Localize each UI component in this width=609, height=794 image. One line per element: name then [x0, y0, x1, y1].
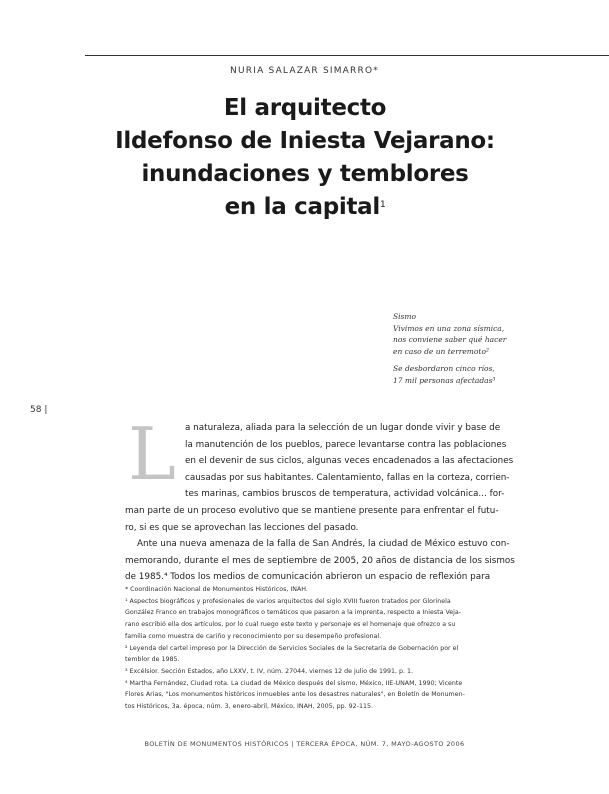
epigraph-line: 17 mil personas afectadas³ — [393, 375, 496, 385]
epigraph-line: Se desbordaron cinco ríos, — [393, 364, 495, 373]
epigraph-line: Vivimos en una zona sísmica, — [393, 323, 505, 333]
body-line: en el devenir de sus ciclos, algunas veces encadenados a las afectaciones — [185, 456, 514, 467]
title-line: El arquitecto — [223, 95, 387, 121]
body-line: memorando, durante el mes de septiembre de 2005, 20 años de distancia de los sismos — [125, 555, 515, 566]
body-line: la manutención de los pueblos, parece levantarse contra las poblaciones — [185, 439, 507, 450]
footnote-line: familia como muestra de cariño y reconocimiento por su desempeño profesional. — [125, 632, 382, 640]
page-number: 58 | — [30, 405, 48, 415]
author-name: NURIA SALAZAR SIMARRO* — [230, 66, 379, 76]
footnote-line: temblor de 1985. — [125, 656, 180, 664]
title-line — [95, 191, 515, 224]
title-line: inundaciones y temblores — [141, 161, 469, 187]
body-line: man parte de un proceso evolutivo que se mantiene presente para enfrentar el futu- — [125, 505, 499, 516]
footnote-line: Flores Arias, "Los monumentos históricos inmuebles ante los desastres naturales", en Boletín de Monumen- — [125, 691, 465, 699]
footnote-line: ³ Excélsior. Sección Estados, año LXXV, t. IV, núm. 27044, viernes 12 de julio de 1991, p. 1. — [125, 667, 414, 675]
epigraph-line: en caso de un terremoto² — [393, 346, 489, 356]
footnote-line: ² Leyenda del cartel impreso por la Dirección de Servicios Sociales de la Secretaría de Gobernación por el — [125, 644, 459, 652]
footnotes — [125, 584, 521, 713]
page-footer: BOLETÍN DE MONUMENTOS HISTÓRICOS | TERCERA ÉPOCA, NÚM. 7, MAYO-AGOSTO 2006 — [144, 740, 465, 748]
body-line: causadas por sus habitantes. Calentamiento, fallas en la corteza, corrien- — [185, 472, 510, 483]
footnote-line: rano escribió ella dos artículos, por lo cual ruego este texto y personaje es el homenaje que ofrezco a su — [125, 621, 456, 629]
body-text — [125, 412, 521, 586]
epigraph-block-2 — [393, 363, 583, 386]
article-title — [95, 92, 515, 224]
header-rule — [85, 55, 609, 56]
epigraph-block-1 — [393, 311, 583, 357]
drop-cap: L — [128, 412, 176, 496]
epigraph — [393, 311, 583, 392]
footnote-line: González Franco en trabajos monográficos o temáticos que pasaron a la imprenta, respecto a Iniesta Veja- — [125, 609, 462, 617]
title-footnote-mark: 1 — [379, 200, 386, 210]
footnote-line: tos Históricos, 3a. época, núm. 3, enero-abril, México, INAH, 2005, pp. 92-115. — [125, 703, 373, 711]
body-line: tes marinas, cambios bruscos de temperatura, actividad volcánica... for- — [185, 489, 505, 500]
epigraph-line: Sismo — [393, 312, 417, 321]
body-line: de 1985.⁴ Todos los medios de comunicación abrieron un espacio de reflexión para — [125, 572, 491, 583]
epigraph-line: nos conviene saber qué hacer — [393, 335, 507, 344]
body-line: ro, si es que se aprovechan las lecciones del pasado. — [125, 522, 359, 533]
body-line: Ante una nueva amenaza de la falla de San Andrés, la ciudad de México estuvo con- — [137, 539, 510, 550]
footnote-line: ⁴ Martha Fernández, Ciudad rota. La ciudad de México después del sismo, México, IIE-UNAM, 1990; Vicente — [125, 679, 463, 687]
body-line: a naturaleza, aliada para la selección de un lugar donde vivir y base de — [185, 423, 501, 433]
title-line-text: en la capital — [224, 194, 380, 220]
footnote-line: ¹ Aspectos biográficos y profesionales de varios arquitectos del siglo XVIII fueron tratados por Glorinela — [125, 597, 451, 605]
footnote-line: * Coordinación Nacional de Monumentos Históricos, INAH. — [125, 586, 308, 593]
title-line: Ildefonso de Iniesta Vejarano: — [115, 128, 495, 154]
